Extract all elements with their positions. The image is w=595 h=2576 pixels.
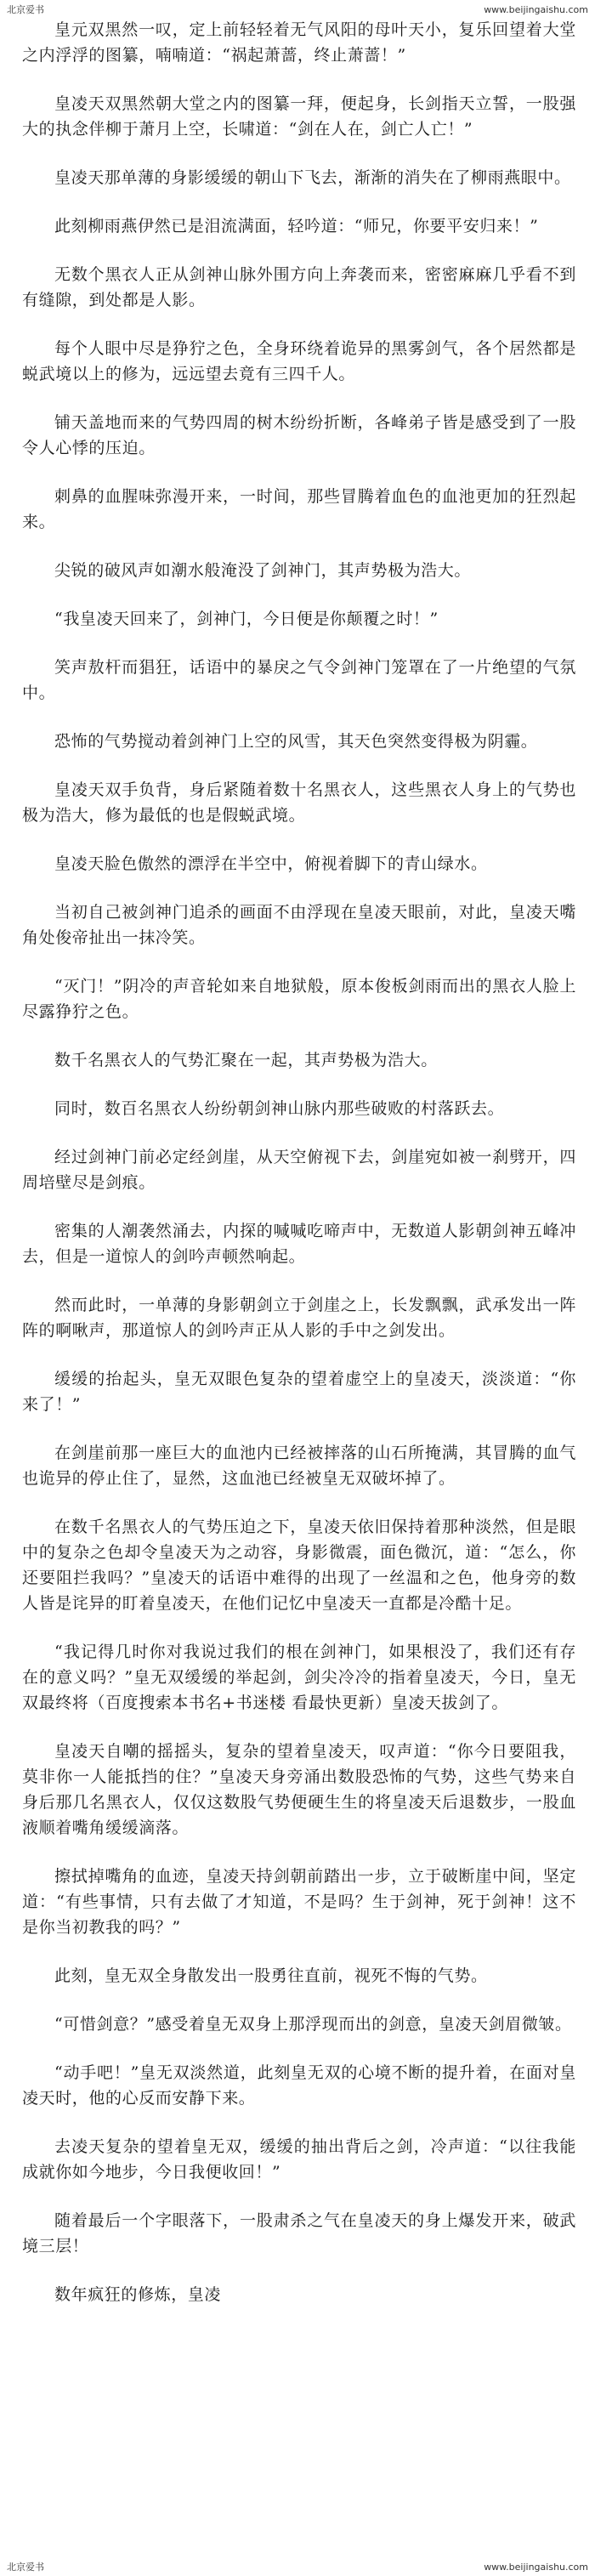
paragraph: 随着最后一个字眼落下，一股肃杀之气在皇凌天的身上爆发开来，破武境三层！	[22, 2211, 576, 2255]
paragraph: 刺鼻的血腥味弥漫开来，一时间，那些冒腾着血色的血池更加的狂烈起来。	[22, 487, 576, 531]
paragraph: 无数个黑衣人正从剑神山脉外围方向上奔袭而来，密密麻麻几乎看不到有缝隙，到处都是人影。	[22, 265, 576, 309]
paragraph: 每个人眼中尽是狰狞之色，全身环绕着诡异的黑雾剑气，各个居然都是蜕武境以上的修为，远远望去竟有三四千人。	[22, 339, 576, 383]
paragraph: “我记得几时你对我说过我们的根在剑神门，如果根没了，我们还有存在的意义吗？”皇无双缓缓的举起剑，剑尖冷冷的指着皇凌天，今日，皇无双最终将（百度搜索本书名+书迷楼 看最快更新）皇凌天拔剑了。	[22, 1643, 576, 1712]
paragraph: 经过剑神门前必定经剑崖，从天空俯视下去，剑崖宛如被一刹劈开，四周培壁尽是剑痕。	[22, 1148, 576, 1192]
paragraph: 皇凌天那单薄的身影缓缓的朝山下飞去，渐渐的消失在了柳雨燕眼中。	[54, 168, 571, 187]
paragraph: 同时，数百名黑衣人纷纷朝剑神山脉内那些破败的村落跃去。	[54, 1099, 505, 1118]
paragraph: 笑声敖杆而猖狂，话语中的暴戾之气令剑神门笼罩在了一片绝望的气氛中。	[22, 658, 576, 702]
paragraph: 当初自己被剑神门追杀的画面不由浮现在皇凌天眼前，对此，皇凌天嘴角处俊帝扯出一抹冷笑。	[22, 903, 576, 947]
paragraph: “可惜剑意？”感受着皇无双身上那浮现而出的剑意，皇凌天剑眉微皱。	[54, 2015, 572, 2034]
page-header	[0, 0, 595, 19]
paragraph: “动手吧！”皇无双淡然道，此刻皇无双的心境不断的提升着，在面对皇凌天时，他的心反而安静下来。	[22, 2063, 576, 2108]
paragraph: 然而此时，一单薄的身影朝剑立于剑崖之上，长发飘飘，武承发出一阵阵的啊啾声，那道惊人的剑吟声正从人影的手中之剑发出。	[22, 1296, 576, 1340]
footer-site-url: www.beijingaishu.com	[484, 2561, 588, 2573]
paragraph: 擦拭掉嘴角的血迹，皇凌天持剑朝前踏出一步，立于破断崖中间，坚定道：“有些事情，只有去做了才知道，不是吗？生于剑神，死于剑神！这不是你当初教我的吗？”	[22, 1867, 576, 1937]
paragraph: “灭门！”阴冷的声音轮如来自地狱般，原本俊板剑雨而出的黑衣人脸上尽露狰狞之色。	[22, 977, 576, 1021]
header-site-url: www.beijingaishu.com	[484, 3, 588, 15]
paragraph: 此刻柳雨燕伊然已是泪流满面，轻吟道：“师兄，你要平安归来！”	[54, 217, 539, 235]
paragraph: 去凌天复杂的望着皇无双，缓缓的抽出背后之剑，冷声道：“以往我能成就你如今地步，今日我便收回！”	[22, 2137, 576, 2182]
footer-site-name: 北京爱书	[7, 2562, 44, 2573]
paragraph: 皇元双黑然一叹，定上前轻轻着无气风阳的母叶天小，复乐回望着大堂之内浮浮的图纂，喃喃道：“祸起萧蔷，终止萧蔷！”	[22, 20, 576, 65]
paragraph: 恐怖的气势搅动着剑神门上空的风雪，其天色突然变得极为阴霾。	[54, 732, 538, 751]
paragraph: 缓缓的抬起头，皇无双眼色复杂的望着虚空上的皇凌天，淡淡道：“你来了！”	[22, 1370, 576, 1414]
paragraph: 尖锐的破风声如潮水般淹没了剑神门，其声势极为浩大。	[54, 561, 472, 580]
page-footer	[0, 2557, 595, 2576]
chapter-text	[22, 19, 576, 2307]
header-site-name: 北京爱书	[7, 4, 44, 15]
paragraph: 此刻，皇无双全身散发出一股勇往直前，视死不悔的气势。	[54, 1966, 488, 1985]
paragraph: 皇凌天双手负背，身后紧随着数十名黑衣人，这些黑衣人身上的气势也极为浩大，修为最低的也是假蜕武境。	[22, 780, 576, 825]
paragraph: 数千名黑衣人的气势汇聚在一起，其声势极为浩大。	[54, 1051, 438, 1070]
paragraph: 皇凌天脸色傲然的漂浮在半空中，俯视着脚下的青山绿水。	[54, 854, 488, 873]
paragraph: “我皇凌天回来了，剑神门，今日便是你颠覆之时！”	[54, 610, 439, 628]
paragraph: 铺天盖地而来的气势四周的树木纷纷折断，各峰弟子皆是感受到了一股令人心悸的压迫。	[22, 413, 576, 457]
paragraph: 皇凌天双黑然朝大堂之内的图纂一拜，便起身，长剑指天立誓，一股强大的执念伴柳于萧月上空，长啸道：“剑在人在，剑亡人亡！”	[22, 94, 576, 139]
paragraph: 在剑崖前那一座巨大的血池内已经被摔落的山石所掩满，其冒腾的血气也诡异的停止住了，显然，这血池已经被皇无双破坏掉了。	[22, 1444, 576, 1488]
paragraph: 数年疯狂的修炼，皇凌	[54, 2285, 222, 2304]
paragraph: 在数千名黑衣人的气势压迫之下，皇凌天依旧保持着那种淡然，但是眼中的复杂之色却令皇凌天为之动容，身影微震，面色微沉，道：“怎么，你还要阻拦我吗？”皇凌天的话语中难得的出现了一丝温和之色，他身旁的数人皆是诧异的盯着皇凌天，在他们记忆中皇凌天一直都是冷酷十足。	[22, 1518, 576, 1613]
paragraph: 皇凌天自嘲的摇摇头，复杂的望着皇凌天，叹声道：“你今日要阻我，莫非你一人能抵挡的住？”皇凌天身旁涌出数股恐怖的气势，这些气势来自身后那几名黑衣人，仅仅这数股气势便硬生生的将皇凌天后退数步，一股血液顺着嘴角缓缓滴落。	[22, 1742, 576, 1837]
paragraph: 密集的人潮袭然涌去，内探的喊喊吃啼声中，无数道人影朝剑神五峰冲去，但是一道惊人的剑吟声顿然响起。	[22, 1222, 576, 1266]
